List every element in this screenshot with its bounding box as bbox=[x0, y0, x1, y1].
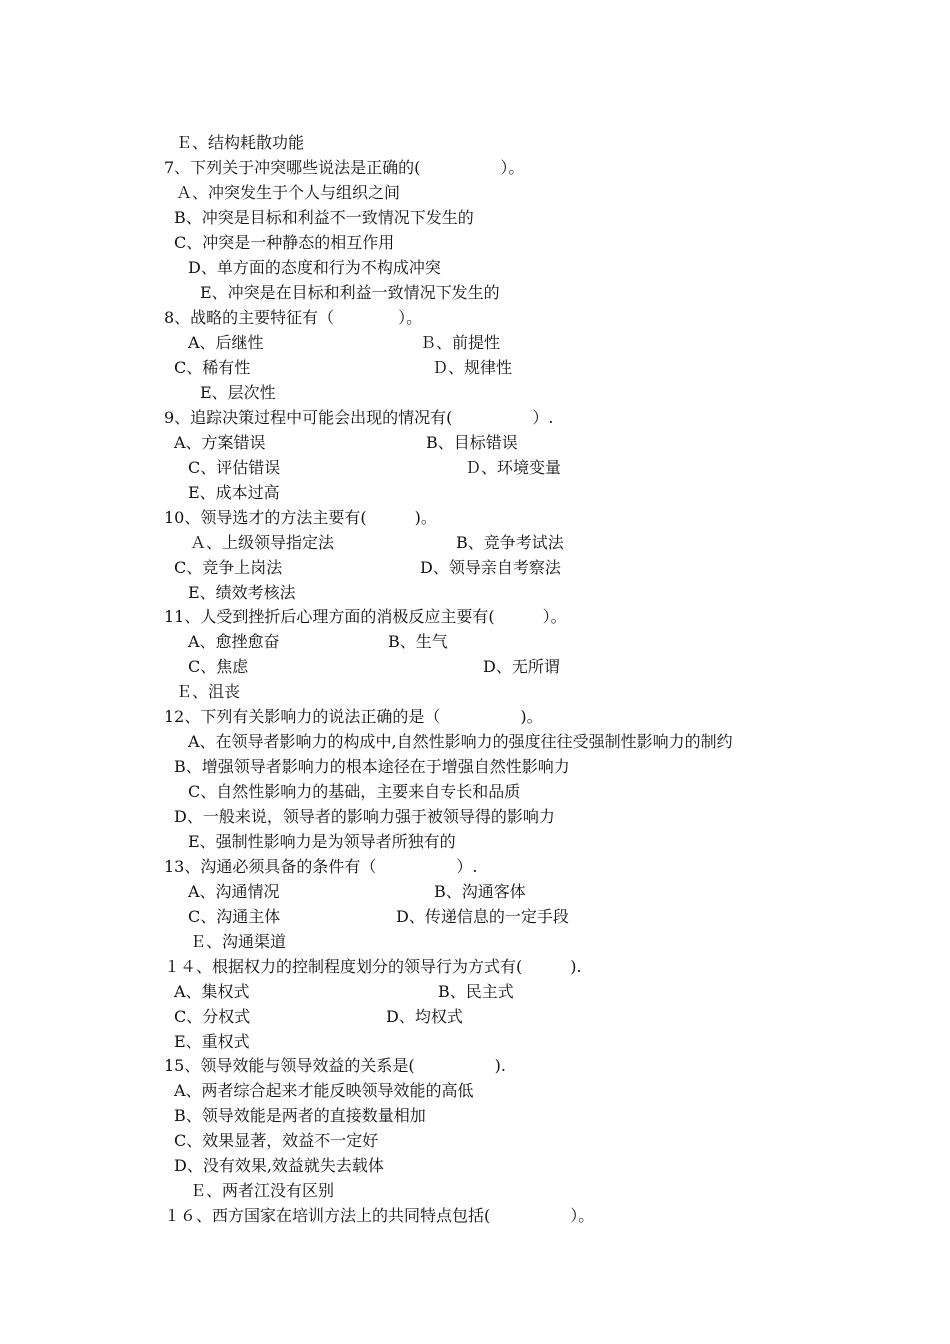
option-c: C、效果显著，效益不一定好 bbox=[174, 1131, 379, 1150]
option-d: D、领导亲自考察法 bbox=[420, 558, 561, 577]
option-e: Ｅ、结构耗散功能 bbox=[176, 133, 305, 152]
option-a: A、后继性 bbox=[188, 333, 264, 352]
option-d: D、均权式 bbox=[386, 1007, 463, 1026]
option-a: A、在领导者影响力的构成中,自然性影响力的强度往往受强制性影响力的制约 bbox=[188, 732, 733, 751]
option-b: B、生气 bbox=[388, 632, 448, 651]
option-a: A、集权式 bbox=[174, 982, 250, 1001]
option-d: D、无所谓 bbox=[483, 657, 560, 676]
option-d: D、一般来说，领导者的影响力强于被领导得的影响力 bbox=[174, 807, 555, 826]
option-b: B、竞争考试法 bbox=[456, 533, 564, 552]
option-c: C、分权式 bbox=[174, 1007, 251, 1026]
question-8: 8、战略的主要特征有（ ）。 bbox=[164, 308, 423, 327]
question-7: 7、下列关于冲突哪些说法是正确的( ）。 bbox=[164, 158, 525, 177]
option-c: C、焦虑 bbox=[188, 657, 249, 676]
question-14: １４、根据权力的控制程度划分的领导行为方式有( ). bbox=[164, 957, 582, 976]
option-a: A、愈挫愈奋 bbox=[188, 632, 280, 651]
option-a: A、方案错误 bbox=[174, 433, 266, 452]
option-d: D、没有效果,效益就失去载体 bbox=[174, 1156, 384, 1175]
question-15: 15、领导效能与领导效益的关系是( ). bbox=[164, 1056, 506, 1075]
option-d: D、单方面的态度和行为不构成冲突 bbox=[188, 258, 441, 277]
option-e: Ｅ、两者江没有区别 bbox=[190, 1181, 335, 1200]
option-e: E、成本过高 bbox=[188, 483, 280, 502]
option-a: A、两者综合起来才能反映领导效能的高低 bbox=[174, 1081, 474, 1100]
option-d: Ｄ、规律性 bbox=[432, 358, 513, 377]
option-a: Ａ、冲突发生于个人与组织之间 bbox=[176, 183, 401, 202]
option-b: B、增强领导者影响力的根本途径在于增强自然性影响力 bbox=[174, 757, 570, 776]
question-9: 9、追踪决策过程中可能会出现的情况有( ）. bbox=[164, 408, 554, 427]
option-c: C、冲突是一种静态的相互作用 bbox=[174, 233, 395, 252]
question-16: １６、西方国家在培训方法上的共同特点包括( ）。 bbox=[164, 1206, 595, 1225]
option-e: Ｅ、沟通渠道 bbox=[190, 932, 287, 951]
option-e: E、冲突是在目标和利益一致情况下发生的 bbox=[200, 283, 500, 302]
option-d: D、传递信息的一定手段 bbox=[396, 907, 569, 926]
option-b: B、冲突是目标和利益不一致情况下发生的 bbox=[174, 208, 474, 227]
option-c: C、竞争上岗法 bbox=[174, 558, 283, 577]
question-12: 12、下列有关影响力的说法正确的是（ )。 bbox=[164, 707, 543, 726]
option-d: Ｄ、环境变量 bbox=[465, 458, 562, 477]
question-13: 13、沟通必须具备的条件有（ ）. bbox=[164, 857, 478, 876]
question-10: 10、领导选才的方法主要有( )。 bbox=[164, 508, 437, 527]
question-11: 11、人受到挫折后心理方面的消极反应主要有( ）。 bbox=[164, 607, 567, 626]
option-c: C、稀有性 bbox=[174, 358, 251, 377]
option-e: E、强制性影响力是为领导者所独有的 bbox=[188, 832, 456, 851]
option-b: B、目标错误 bbox=[426, 433, 518, 452]
option-e: Ｅ、沮丧 bbox=[176, 682, 241, 701]
option-b: B、民主式 bbox=[438, 982, 514, 1001]
option-b: Ｂ、前提性 bbox=[420, 333, 501, 352]
option-b: B、沟通客体 bbox=[434, 882, 526, 901]
option-c: C、评估错误 bbox=[188, 458, 281, 477]
option-b: B、领导效能是两者的直接数量相加 bbox=[174, 1106, 426, 1125]
option-a: A、沟通情况 bbox=[188, 882, 280, 901]
option-e: E、重权式 bbox=[174, 1032, 250, 1051]
option-c: C、自然性影响力的基础，主要来自专长和品质 bbox=[188, 782, 521, 801]
option-e: E、层次性 bbox=[200, 383, 276, 402]
option-c: C、沟通主体 bbox=[188, 907, 281, 926]
option-e: E、绩效考核法 bbox=[188, 583, 296, 602]
option-a: Ａ、上级领导指定法 bbox=[190, 533, 335, 552]
